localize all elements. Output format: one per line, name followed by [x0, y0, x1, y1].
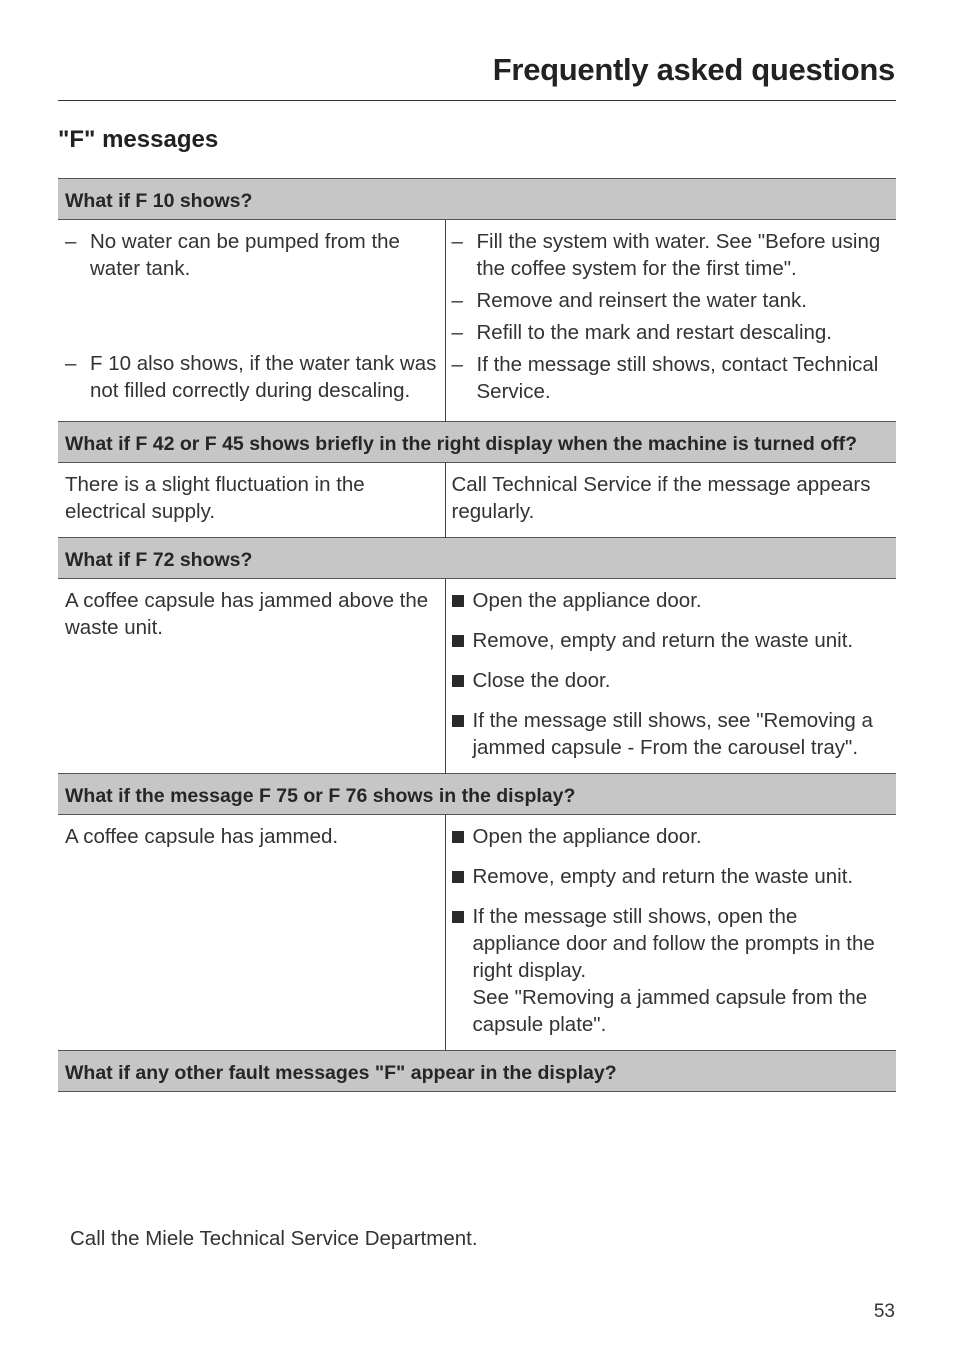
step-text: If the message still shows, see "Removing a jammed capsule - From the carousel tray".	[472, 709, 873, 759]
remedy-item	[452, 351, 891, 405]
square-bullet-icon	[452, 911, 464, 923]
page-title: Frequently asked questions	[492, 52, 895, 87]
step-text: Open the appliance door.	[472, 825, 702, 848]
remedy-cell: Call Technical Service if the message appears regularly.	[451, 473, 871, 523]
answer-row	[58, 815, 896, 1051]
step-note: See "Removing a jammed capsule from the capsule plate".	[472, 986, 868, 1036]
remedy-cell	[445, 579, 896, 774]
cause-text: F 10 also shows, if the water tank was not filled correctly during descaling.	[90, 352, 437, 402]
step-text: Remove, empty and return the waste unit.	[472, 629, 854, 652]
cause-cell	[58, 220, 445, 422]
dash-marker: –	[451, 230, 463, 253]
dash-marker: –	[451, 289, 463, 312]
cause-cell: There is a slight fluctuation in the electrical supply.	[58, 463, 445, 538]
cause-cell: A coffee capsule has jammed above the waste unit.	[58, 579, 445, 774]
question-text: What if F 42 or F 45 shows briefly in the right display when the machine is turned off?	[58, 422, 896, 463]
question-row	[58, 774, 896, 815]
square-bullet-icon	[452, 635, 464, 647]
step-text: If the message still shows, open the appliance door and follow the prompts in the right display.	[472, 905, 875, 982]
step-text: Open the appliance door.	[472, 589, 702, 612]
dash-marker: –	[65, 352, 77, 375]
square-bullet-icon	[452, 675, 464, 687]
step-item	[452, 707, 891, 761]
dash-marker: –	[65, 230, 77, 253]
question-text: What if F 72 shows?	[58, 538, 896, 579]
question-row	[58, 1051, 896, 1092]
square-bullet-icon	[452, 595, 464, 607]
square-bullet-icon	[452, 831, 464, 843]
answer-row	[58, 220, 896, 422]
page-number: 53	[873, 1301, 895, 1322]
section-heading: "F" messages	[58, 126, 219, 153]
cause-item	[65, 228, 437, 282]
step-item	[452, 823, 891, 850]
remedy-item	[452, 228, 891, 282]
remedy-text: Refill to the mark and restart descaling.	[476, 321, 832, 344]
step-item	[452, 903, 891, 1038]
step-text: Close the door.	[472, 669, 611, 692]
question-text: What if any other fault messages "F" appear in the display?	[58, 1051, 896, 1092]
step-text: Remove, empty and return the waste unit.	[472, 865, 854, 888]
faq-table	[58, 178, 896, 1092]
dash-marker: –	[451, 353, 463, 376]
remedy-cell	[445, 220, 896, 422]
question-row	[58, 422, 896, 463]
title-divider	[58, 100, 896, 101]
cause-item	[65, 350, 437, 404]
remedy-item	[452, 287, 891, 314]
remedy-text: Fill the system with water. See "Before using the coffee system for the first time".	[476, 230, 881, 280]
remedy-cell	[445, 815, 896, 1051]
remedy-text: If the message still shows, contact Technical Service.	[476, 353, 879, 403]
question-row	[58, 179, 896, 220]
step-item	[452, 667, 891, 694]
square-bullet-icon	[452, 871, 464, 883]
remedy-item	[452, 319, 891, 346]
cause-text: No water can be pumped from the water tank.	[90, 230, 400, 280]
step-item	[452, 863, 891, 890]
answer-row	[58, 463, 896, 538]
question-text: What if F 10 shows?	[58, 179, 896, 220]
dash-marker: –	[451, 321, 463, 344]
final-answer: Call the Miele Technical Service Department.	[70, 1227, 478, 1250]
question-text: What if the message F 75 or F 76 shows in the display?	[58, 774, 896, 815]
remedy-text: Remove and reinsert the water tank.	[476, 289, 807, 312]
cause-cell: A coffee capsule has jammed.	[58, 815, 445, 1051]
square-bullet-icon	[452, 715, 464, 727]
answer-row	[58, 579, 896, 774]
question-row	[58, 538, 896, 579]
step-item	[452, 627, 891, 654]
step-item	[452, 587, 891, 614]
